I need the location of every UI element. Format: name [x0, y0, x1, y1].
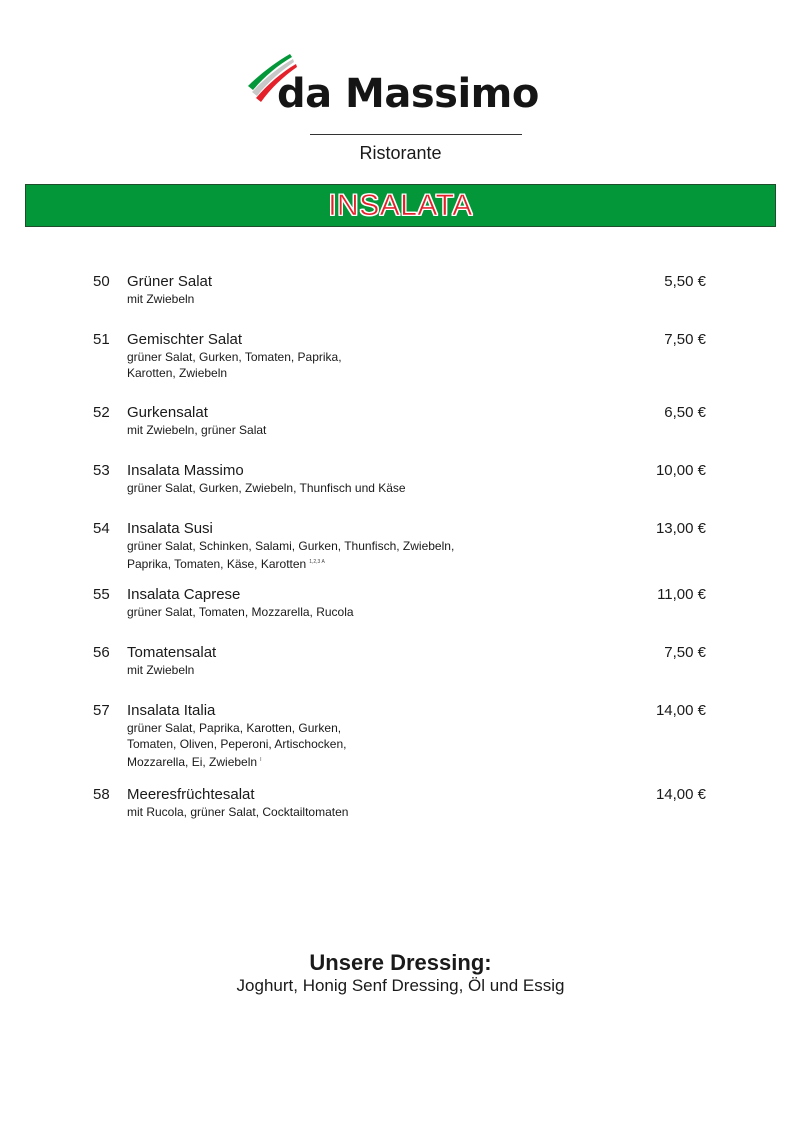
description-text: grüner Salat, Schinken, Salami, Gurken, Thunfisch, Zwiebeln, — [127, 539, 455, 553]
item-price: 7,50 € — [664, 331, 706, 348]
description-line — [127, 662, 194, 678]
item-name: Gemischter Salat — [127, 331, 243, 348]
description-line — [127, 736, 346, 752]
item-price: 11,00 € — [657, 586, 706, 603]
item-description — [127, 662, 194, 678]
item-price: 10,00 € — [655, 462, 706, 479]
item-number: 57 — [93, 702, 110, 719]
item-price: 7,50 € — [664, 644, 706, 661]
description-line — [127, 554, 454, 572]
item-number: 56 — [93, 644, 110, 661]
item-description — [127, 349, 342, 381]
description-text: mit Zwiebeln — [127, 292, 195, 306]
description-line — [127, 365, 342, 381]
description-text: mit Zwiebeln — [127, 663, 195, 677]
item-name: Insalata Massimo — [127, 462, 244, 479]
item-name: Grüner Salat — [127, 273, 213, 290]
item-description — [127, 804, 348, 820]
description-text: Tomaten, Oliven, Peperoni, Artischocken, — [127, 737, 347, 751]
item-price: 14,00 € — [655, 786, 706, 803]
section-title: INSALATA — [328, 189, 473, 222]
description-text: Karotten, Zwiebeln — [127, 366, 228, 380]
subtitle: Ristorante — [359, 143, 442, 163]
item-number: 52 — [93, 404, 110, 421]
item-description — [127, 538, 454, 572]
description-text: Paprika, Tomaten, Käse, Karotten — [127, 557, 307, 571]
item-number: 54 — [93, 520, 110, 537]
dressing-text: Joghurt, Honig Senf Dressing, Öl und Essig — [236, 976, 565, 995]
description-line — [127, 604, 354, 620]
brand-name: da Massimo — [277, 71, 539, 117]
description-line — [127, 349, 342, 365]
item-price: 14,00 € — [655, 702, 706, 719]
description-text: Mozzarella, Ei, Zwiebeln — [127, 755, 258, 769]
item-name: Insalata Caprese — [127, 586, 241, 603]
dressing-title: Unsere Dressing: — [309, 950, 492, 975]
item-number: 50 — [93, 273, 110, 290]
description-text: mit Zwiebeln, grüner Salat — [127, 423, 267, 437]
description-line — [127, 804, 348, 820]
description-line — [127, 720, 346, 736]
allergen-note: 1,2,3 A — [309, 559, 325, 565]
item-number: 53 — [93, 462, 110, 479]
item-name: Insalata Italia — [127, 702, 216, 719]
item-number: 58 — [93, 786, 110, 803]
description-line — [127, 538, 454, 554]
item-description — [127, 720, 346, 770]
item-description — [127, 422, 266, 438]
description-line — [127, 291, 194, 307]
item-description — [127, 291, 194, 307]
item-number: 55 — [93, 586, 110, 603]
description-line — [127, 422, 266, 438]
description-text: grüner Salat, Gurken, Zwiebeln, Thunfisch und Käse — [127, 481, 406, 495]
description-text: grüner Salat, Paprika, Karotten, Gurken, — [127, 721, 342, 735]
description-line — [127, 752, 346, 770]
item-number: 51 — [93, 331, 110, 348]
item-description — [127, 480, 406, 496]
section-banner — [25, 184, 776, 227]
description-text: mit Rucola, grüner Salat, Cocktailtomaten — [127, 805, 349, 819]
logo-divider — [310, 134, 522, 135]
description-text: grüner Salat, Tomaten, Mozzarella, Rucola — [127, 605, 354, 619]
item-name: Tomatensalat — [127, 644, 217, 661]
item-name: Meeresfrüchtesalat — [127, 786, 255, 803]
item-description — [127, 604, 354, 620]
item-name: Insalata Susi — [127, 520, 213, 537]
item-price: 13,00 € — [655, 520, 706, 537]
description-line — [127, 480, 406, 496]
item-name: Gurkensalat — [127, 404, 208, 421]
allergen-note: I — [260, 757, 262, 763]
item-price: 6,50 € — [664, 404, 706, 421]
logo — [0, 48, 801, 128]
description-text: grüner Salat, Gurken, Tomaten, Paprika, — [127, 350, 342, 364]
item-price: 5,50 € — [664, 273, 706, 290]
